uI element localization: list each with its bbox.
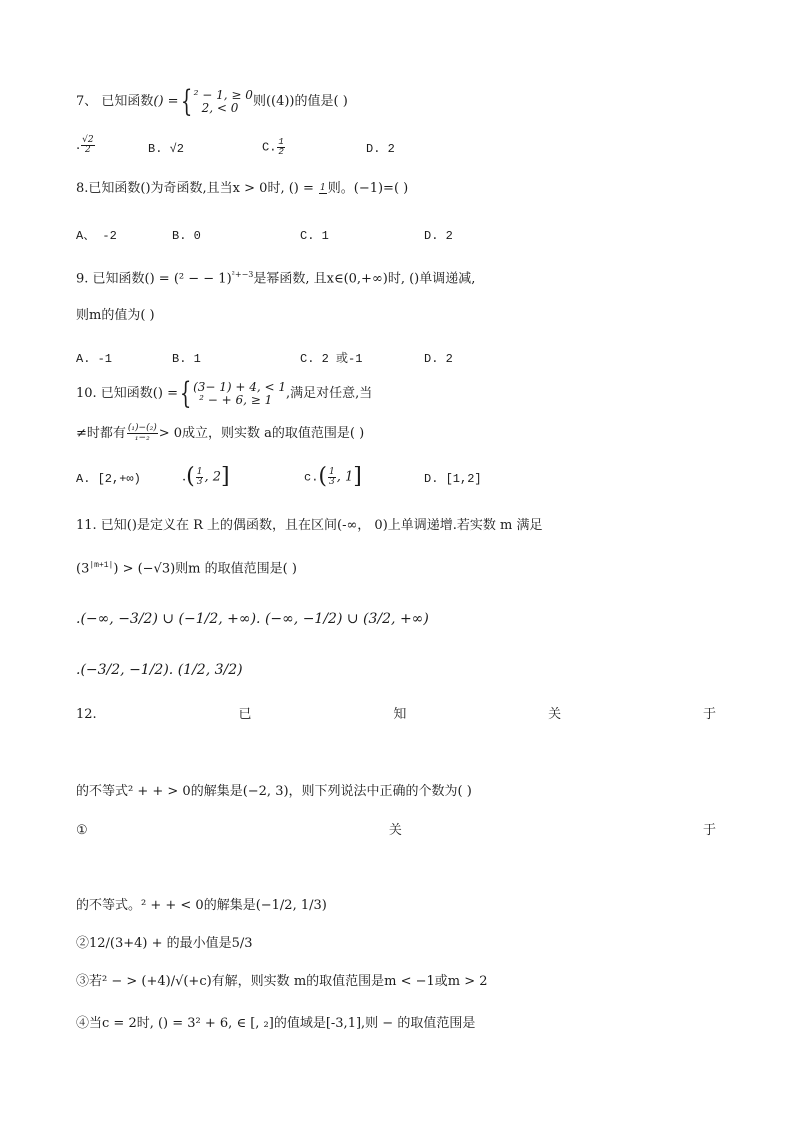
q7-option-c: C. $\frac{1}{2}$ [262,137,284,157]
q10-line2: ≠时都有 $\frac{\text{(₁)−(₂)}}{\text{₁−₂}}$ > 0成立，则实数 a的取值范围是( ) [76,423,365,443]
q12-item2: ②12/(3+4) + 的最小值是5/3 [76,936,253,951]
q10-stem: 10. 已知函数() = { (3− 1) + 4, < 1 ² − + 6, ≥ 1 ,满足对任意,当 [76,376,373,411]
brace-icon: { [179,376,192,411]
q12-line2: 的不等式² + + > 0的解集是(−2, 3)，则下列说法中正确的个数为( ) [76,784,472,799]
q8-option-d: D. 2 [424,229,453,243]
q12-item1-line1: ① 关 于 [76,823,716,838]
q11-options-row2: .(−3/2, −1/2). (1/2, 3/2) [76,662,243,678]
q7-option-a: . $\frac{√2}{2}$ [76,135,94,155]
q10-option-d: D. [1,2] [424,472,482,486]
q7-suffix: 则((4))的值是( ) [252,94,348,109]
q8-option-b: B. 0 [172,229,201,243]
q9-line2: 则m的值为( ) [76,308,155,323]
q11-line1: 11. 已知()是定义在 R 上的偶函数，且在区间(-∞， 0)上单调递增.若实数 m 满足 [76,518,543,533]
q10-cases: (3− 1) + 4, < 1 ² − + 6, ≥ 1 [193,380,287,407]
q11-options-row1: .(−∞, −3/2) ∪ (−1/2, +∞). (−∞, −1/2) ∪ (3/2, +∞) [76,611,429,627]
q10-option-a: A. [2,+∞) [76,472,141,486]
q7-case1: ² − 1, ≥ 0 [193,88,253,102]
q7-cases [194,89,253,115]
q7-option-b: B. √2 [148,142,185,156]
q12-item1-line2: 的不等式。² + + < 0的解集是(−1/2, 1/3) [76,898,327,913]
q10-option-c: c.( $\frac{1}{3}$ , 1] [304,464,362,489]
q11-line2: $(3^{|m+1|}) > (-√3)$则m 的取值范围是( ) [76,561,297,577]
q8-option-c: C. 1 [300,229,329,243]
q7-func: () = [153,94,179,109]
q9-option-a: A. -1 [76,352,113,366]
q12-item4: ④当c = 2时, () = 3² + 6, ∈ [, ₂]的值域是[-3,1],则 − 的取值范围是 [76,1016,476,1031]
q8-stem: 8.已知函数()为奇函数,且当x > 0时, () = 1 则。(−1)=( ) [76,181,409,196]
q8-option-a: A、 -2 [76,229,117,243]
q12-item3: ③若² − > (+4)/√(+c)有解，则实数 m的取值范围是m < −1或m > 2 [76,974,488,989]
q9-option-b: B. 1 [172,352,201,366]
q9-option-d: D. 2 [424,352,453,366]
q7-prefix: 7、 已知函数 [76,94,154,109]
q7-option-d: D. 2 [366,142,395,156]
q12-line1: 12. 已 知 关 于 [76,707,716,722]
q9-option-c: C. 2 或-1 [300,352,363,366]
brace-icon: { [180,84,192,119]
q7-case2: 2, < 0 [201,101,239,115]
q7-stem [76,86,348,118]
q9-stem: 9. 已知函数() = (² − − 1)$^{^2+-3}$是幂函数, 且x∈(0,+∞)时, ()单调递减, [76,270,476,287]
q10-option-b: .( $\frac{1}{3}$ , 2] [182,464,230,489]
